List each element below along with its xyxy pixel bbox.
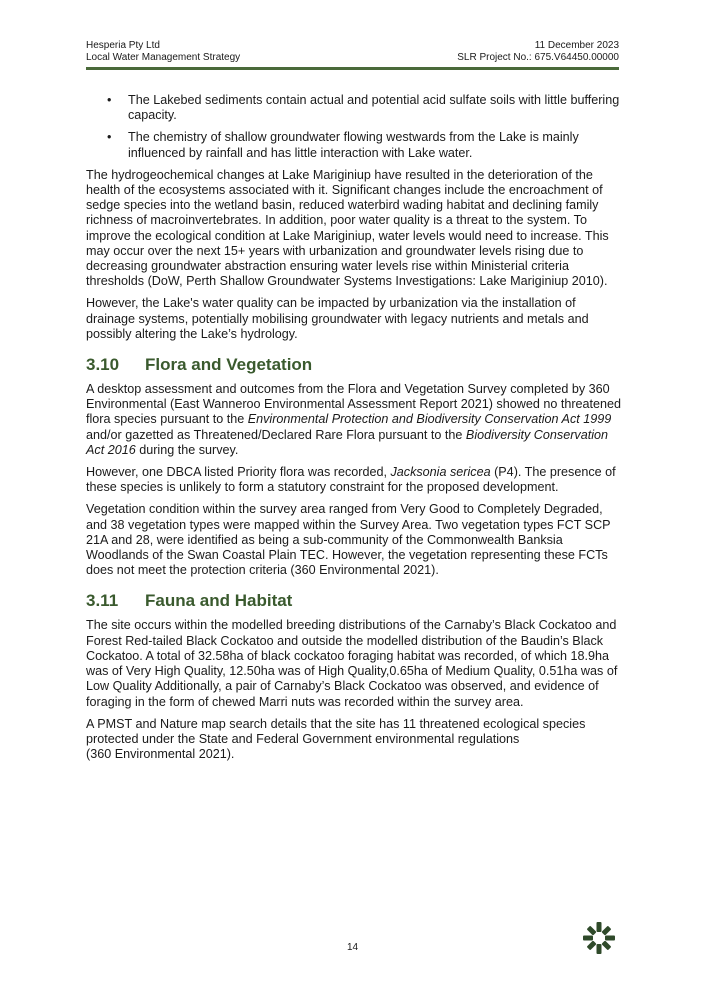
slr-logo-icon <box>581 920 617 956</box>
act-name: Biodiversity Conservation Act 2016 <box>86 427 609 457</box>
section-heading-fauna <box>86 591 626 611</box>
paragraph-fauna-habitat: The site occurs within the modelled breeding distributions of the Carnaby’s Black Cockatoo and Forest Red-tailed Black Cockatoo and outside the modelled distribution of the Baudin’s Black Cockatoo. A total of 32.58ha of black cockatoo foraging habitat was recorded, of which 18.9ha was of Very High Quality, 12.50ha was of High Quality,0.65ha of Medium Quality, 0.51ha was of Low Quality Additionally, a pair of Carnaby’s Black Cockatoo was observed, and evidence of foraging in the form of chewed Marri nuts was recorded within the survey area. <box>86 618 618 709</box>
header-rule <box>86 67 619 70</box>
company-name: Hesperia Pty Ltd <box>86 40 160 51</box>
act-name: Environmental Protection and Biodiversity Conservation Act 1999 <box>247 412 612 427</box>
section-title: Flora and Vegetation <box>145 355 313 375</box>
list-item <box>86 93 626 123</box>
document-title: Local Water Management Strategy <box>86 52 241 63</box>
header-left <box>86 40 240 64</box>
page-body <box>86 93 626 769</box>
paragraph-vegetation-condition: Vegetation condition within the survey area ranged from Very Good to Completely Degraded, and 38 vegetation types were mapped within the Survey Area. Two vegetation types FCT SCP 21A and 28, were identified as being a sub-community of the Commonwealth Banksia Woodlands of the Swan Coastal Plain TEC. However, the vegetation representing these FCTs does not meet the protection criteria (360 Environmental 2021). <box>86 502 611 578</box>
paragraph-water-quality: However, the Lake's water quality can be impacted by urbanization via the installation of drainage systems, potentially mobilising groundwater with legacy nutrients and metals and possibly altering the Lake’s hydrology. <box>86 296 589 341</box>
header-right <box>457 40 619 64</box>
paragraph-hydrogeochemical: The hydrogeochemical changes at Lake Mariginiup have resulted in the deterioration of the health of the ecosystems associated with it. Significant changes include the encroachment of sedge species into the wetland basin, reduced waterbird wading habitat and declining family richness of macroinvertebrates. In addition, poor water quality is a threat to the system. To improve the ecological condition at Lake Mariginiup, water levels would need to increase. This may occur over the next 15+ years with urbanization and groundwater levels rising due to decreasing groundwater abstraction ensuring water levels rise within Ministerial criteria thresholds (DoW, Perth Shallow Groundwater Systems Investigations: Lake Mariginiup 2010). <box>86 167 609 289</box>
text-run: A desktop assessment and outcomes from the Flora and Vegetation Survey completed by 360 Environmental (East Wanneroo Environmental Assessment Report 2021) showed no threatened flora species pursuant to the <box>86 382 622 427</box>
bullet-icon: • <box>107 130 112 145</box>
text-run: (P4). The presence of these species is unlikely to form a statutory constraint for the proposed development. <box>86 465 616 495</box>
page-number: 14 <box>346 942 359 953</box>
section-heading-flora <box>86 355 626 375</box>
text-run: and/or gazetted as Threatened/Declared Rare Flora pursuant to the <box>86 427 466 442</box>
paragraph-pmst-search <box>86 717 626 763</box>
project-number: SLR Project No.: 675.V64450.00000 <box>457 52 619 63</box>
bullet-text: The chemistry of shallow groundwater flowing westwards from the Lake is mainly influenced by rainfall and has little interaction with Lake water. <box>128 130 579 160</box>
list-item <box>86 130 626 160</box>
section-number: 3.11 <box>86 591 119 611</box>
bullet-icon: • <box>107 93 112 107</box>
text-run: during the survey. <box>135 442 239 457</box>
bullet-list <box>86 93 626 161</box>
text-run: However, one DBCA listed Priority flora was recorded, <box>86 465 391 480</box>
document-date: 11 December 2023 <box>534 40 619 51</box>
text-run: (360 Environmental 2021). <box>86 747 235 762</box>
text-run: A PMST and Nature map search details that the site has 11 threatened ecological species protected under the State and Federal Government environmental regulations <box>86 716 586 746</box>
paragraph-priority-flora <box>86 465 626 495</box>
paragraph-flora-desktop <box>86 382 626 458</box>
species-name: Jacksonia sericea <box>390 465 491 480</box>
section-number: 3.10 <box>86 355 120 375</box>
bullet-text: The Lakebed sediments contain actual and potential acid sulfate soils with little buffering capacity. <box>128 93 620 123</box>
section-title: Fauna and Habitat <box>145 591 293 611</box>
